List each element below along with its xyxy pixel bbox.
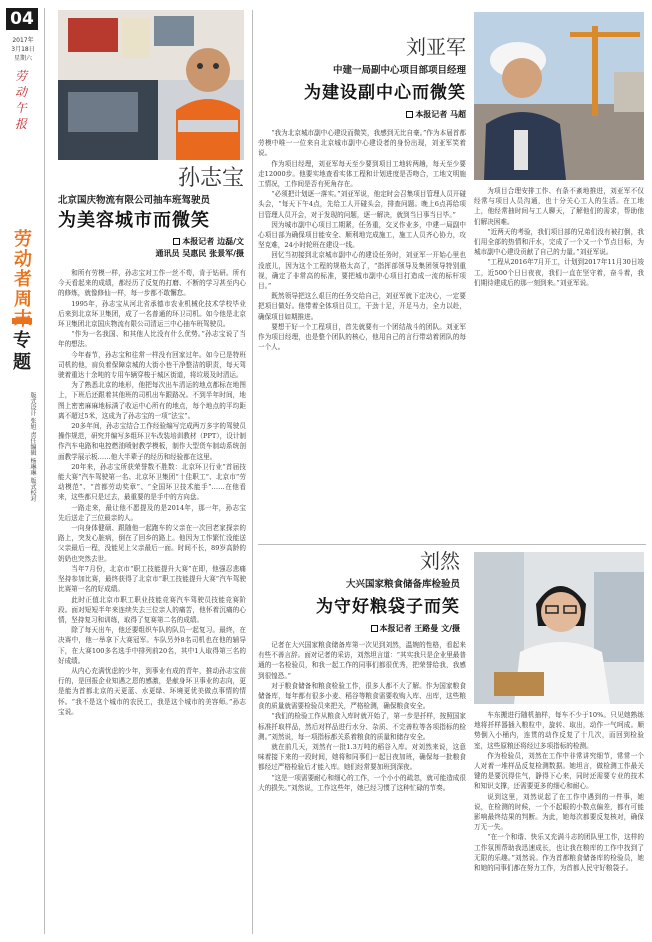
article1-byline-photo: 通讯员 吴惠民 张景军/摄 <box>155 249 244 258</box>
article1-paragraph: 为了熟悉北京的地形，他把每次出车清运的地点都标在地图上，下班后还跟着其他班的司机出车跟路况。不到半年时间，地图上密密麻麻地标满了收运中心所有的地点，每个地点的平均距离不超过5米，这成为了孙志宝的一项“法宝”。 <box>58 381 246 420</box>
article3-headline-block <box>262 548 460 635</box>
article2-paragraph: 要想干好一个工程项目，首先就要有一个团结战斗的团队。刘亚军作为项目经理，也是整个团队的核心，他用自己的言行带动着团队的每一个人。 <box>258 322 466 352</box>
article3-subtitle: 大兴国家粮食储备库检验员 <box>345 579 460 590</box>
article3-person-name: 刘然 <box>420 549 460 573</box>
article1-paragraph: 一路走来，最让他不愿提及的是2014年，那一年，孙志宝先后送走了三位最亲的人。 <box>58 503 246 522</box>
article1-byline-reporter <box>58 236 244 248</box>
section-divider <box>258 544 646 545</box>
article2-body-col1 <box>258 128 466 540</box>
article2-paragraph: 回忆当初接到北京城市副中心的建设任务时，刘亚军一开始心里也没底儿，因为这个工程的规格太高了，“指挥部领导及集团领导特别重视，确定了非常高的标准，要把城市副中心项目打造成一流的标杆项目。” <box>258 251 466 291</box>
photo-liu-yajun <box>474 12 644 180</box>
article2-paragraph: “近两天的考验，我们项目部的兄弟们没有被打倒，我们用全部的热情和汗水，完成了一个又一个节点目标，为城市副中心建设贡献了自己的力量。”刘亚军说。 <box>474 227 644 257</box>
article3-paragraph: 车东搬进行随机抽样，每车不少于10%。只见她熟练地将扦样器插入粮粒中，旋转、取出，动作一气呵成。顺势倒入小桶内，连贯的动作反复了十几次，而回到检验室，这些原粮还将经过多项指标的检测。 <box>474 711 644 750</box>
byline-square-icon <box>173 238 180 245</box>
article2-title: 为建设副中心而微笑 <box>304 83 466 103</box>
article1-body <box>58 268 246 936</box>
byline-square-icon <box>371 625 378 632</box>
page-number: 04 <box>6 8 38 30</box>
article1-paragraph: 20年来，孙志宝所获荣誉数不胜数：北京环卫行业“首届技能大赛”汽车驾驶第一名、北京环卫集团“十佳职工”、北京市“劳动模范”、“首都劳动奖章”、“全国环卫技术能手”……在他看来，这些都只是过去，最重要的是手中的方向盘。 <box>58 462 246 502</box>
article2-paragraph: 为项目合理安排工作、有条不紊地推进，刘亚军不仅经常与项目人员沟通，也十分关心工人的生活。在工地上，他经常抽时间与工人聊天，了解他们的需求，帮助他们解决困难。 <box>474 187 644 226</box>
article1-paragraph: 和所有劳模一样，孙志宝对工作一丝不苟，肯于钻研。所有今天看起来的成绩，都经历了反复的打磨、不断的学习甚至内心的修炼，就像修仙一样，每一步都不敢懈怠。 <box>58 269 246 298</box>
article3-paragraph: “我们的检验工作从粮食入库时就开始了，第一步是扦样，按照国家标准扦取样品，然后对样品进行水分、杂质、不完善粒等各项指标的检测。”刘然说，每一项指标都关系着粮食的质量和储存安全。 <box>258 712 466 741</box>
article3-paragraph: 就在前几天，刘然有一批1.3万吨的稻谷入库。对刘然来说，这意味着接下来的一段时间，她将和同事们一起日夜加班，确保每一批粮食都经过严格检验后才能入库。她们经常要加班到深夜。 <box>258 743 466 772</box>
article3-title: 为守好粮袋子而笑 <box>316 597 460 617</box>
article1-title: 为美容城市而微笑 <box>58 210 210 231</box>
article1-paragraph: 当年7月份，北京市“职工技能提升大赛”在即，他强忍悲痛坚持参加比赛，最终获得了北京市“职工技能提升大赛”汽车驾驶比赛第一名的好成绩。 <box>58 564 246 594</box>
article3-paragraph: 记者在大兴国家粮食储备库第一次见到刘然，温婉的性格，看起来有些不善言辞。面对记者的采访，刘然坦言道：“其实我只是企业里最普通的一名检验员，和我一起工作的同事们都很优秀，把荣誉给我，我感到很惶恐。” <box>258 641 466 680</box>
masthead-logo: 劳动午报 <box>14 69 27 131</box>
article3-body-col2 <box>474 710 644 936</box>
article2-paragraph: 作为项目经理，刘亚军每天至少要到项目工地转两趟，每天至少要走12000步。他要实地查看实体工程和计划进度是否吻合，工地文明施工情况，工作间是否有死角存在。 <box>258 159 466 189</box>
article3-paragraph: “在一个和谐、快乐又充满斗志的团队里工作，这样的工作氛围帮助我迅速成长，也让我在粮库的工作中找到了无限的乐趣。”刘然说。作为首都粮食储备库的检验员，她和她的同事们都在努力工作，为首都人民守好粮袋子。 <box>474 833 644 873</box>
byline1-text: 本报记者 边磊/文 <box>182 237 244 246</box>
byline-square-icon <box>406 111 413 118</box>
article1-paragraph: 1995年，孙志宝从河北省承德市农业机械化技术学校毕业后来到北京环卫集团，成了一名普通的环卫司机。如今他是北京环卫集团北京国庆物流有限公司清运三中心抽车班驾驶员。 <box>58 299 246 329</box>
article3-paragraph: 对于粮食储备和粮食检验工作，很多人都不大了解。作为国家粮食储备库，每年都有很多小麦、稻谷等粮食需要收购入库、出库，这些粮食的质量就需要检验员来把关，严格检测，确保粮食安全。 <box>258 681 466 711</box>
photo-sun-zhibao <box>58 10 244 160</box>
article1-headline-block <box>58 166 244 260</box>
article2-byline <box>258 109 466 121</box>
article2-headline-block <box>258 34 466 121</box>
article3-byline <box>262 623 460 635</box>
article3-paragraph: “这是一项需要耐心和细心的工作，一个小小的疏忽，就可能造成很大的损失。”刘然说，工作这些年，她已经习惯了这种忙碌的节奏。 <box>258 773 466 792</box>
article2-paragraph: 既然领导把这么艰巨的任务交给自己，刘亚军就下定决心，一定要把项目做好。他带着全体项目员工，干劲十足，开足马力，全力以赴，确保项目如期推进。 <box>258 292 466 321</box>
byline-text: 本报记者 王路曼 文/摄 <box>379 624 460 633</box>
article1-paragraph: 从内心充满忧虑的少年，到事业有成的青年，推动孙志宝前行的，是回报企业知遇之恩的感激，是献身环卫事业的志向，更是能为首都北京的天更蓝、水更绿、环境更优美做点事情的情怀。“我不是这个城市的农民工，我是这个城市的美容师。”孙志宝说。 <box>58 666 246 716</box>
editorial-credits: 版式设计 张旭 责任编辑 杨琳琳 版式校对 <box>29 392 36 502</box>
article2-paragraph: “必须把计划逐一落实。”刘亚军说，他定时会召集项目管理人员开碰头会，“每天下午4点，先给工人开碰头会，排查问题。晚上6点再给项目管理人员开会，对于发现的问题，逐一解决，就到当日事当日毕。” <box>258 190 466 219</box>
article1-paragraph: 今年春节，孙志宝和往常一样没有回家过年。如今已是特班司机的他，肩负着保障京城的大街小巷干净整洁的职责，每天驾驶着重达十余吨的专用车辆穿梭于城区街道，将垃圾及时清运。 <box>58 350 246 380</box>
byline-text: 本报记者 马超 <box>415 110 466 119</box>
date-year: 2017年 <box>12 37 34 44</box>
photo-liu-ran <box>474 552 644 704</box>
article3-paragraph: 说到这里，刘然说起了在工作中遇到的一件事，她说，在检测的时候，一个不起眼的小数点偏差，都有可能影响最终结果的判断。为此，她每次都要反复核对，确保万无一失。 <box>474 792 644 832</box>
article1-paragraph: 除了每天出车，他还要组织车队的队员一起复习。最终，在决赛中，他一举拿下大赛冠军。车队另外8名司机也在他的辅导下，在大赛100多名选手中排列前20名，其中1人取得第三名的好成绩。 <box>58 626 246 665</box>
section-title: 劳动者周 <box>14 229 32 310</box>
article3-body-col1 <box>258 640 466 936</box>
issue-date <box>8 36 38 63</box>
rail-divider <box>44 8 45 934</box>
date-day: 3月18日 <box>11 46 35 53</box>
article1-paragraph: 一向身体健硕、跟随他一起跑车的父亲在一次回老家探亲的路上，突发心脏病，倒在了回乡的路上。他因为工作繁忙没能送父亲最后一程，没能见上父亲最后一面。时间不长，89岁高龄的奶奶也突然去世。 <box>58 524 246 563</box>
special-label: 专题 <box>13 330 31 373</box>
article1-paragraph: 20多年间，孙志宝结合工作经验编写完成两万多字的驾驶员操作规范，研究并编写多组环卫车改装培训教材（PPT），设计制作汽车电路和电控燃油喷射教学模板，制作大型货车制动系统剖面教学展示板……他大半辈子的经历和经验都在这里。 <box>58 422 246 461</box>
article2-body-col2 <box>474 186 644 540</box>
article2-person-name: 刘亚军 <box>406 35 466 59</box>
date-weekday: 星期六 <box>13 55 32 62</box>
article3-paragraph: 作为检验员，刘然在工作中非常讲究细节，常常一个人对着一堆样品反复检测数据。她坦言，做检测工作最关键的是要沉得住气，静得下心来，同时还需要专业的技术和知识支撑，还需要更多的细心和耐心。 <box>474 751 644 791</box>
left-rail <box>0 0 42 942</box>
article2-subtitle: 中建一局副中心项目部项目经理 <box>332 65 466 76</box>
section-accent-bar <box>12 318 32 324</box>
article1-paragraph: 此时正值北京市职工职业技能竞赛汽车驾驶员技能竞赛阶段。面对短短半年来连续失去三位亲人的痛苦，他怀着沉痛的心情，坚持复习和训练，取得了复赛第二名的成绩。 <box>58 595 246 624</box>
article1-person-name: 孙志宝 <box>177 166 244 191</box>
article2-paragraph: 因为城市副中心项目工期紧，任务重，交叉作业多，中建一局副中心项目部为确保项目能安全、顺利地完成施工，施工人员齐心协力，攻坚克难，24小时轮班在建设一线。 <box>258 220 466 250</box>
article1-paragraph: “作为一名我国、和其他人比没有什么优势。”孙志宝说了当年的想法。 <box>58 330 246 349</box>
column-divider <box>252 10 253 934</box>
article2-paragraph: “工程从2016年7月开工，计划到2017年11月30日竣工，近500个日日夜夜，我们一直在坚守着，奋斗着，我们期待建成后的那一刻到来。”刘亚军说。 <box>474 258 644 287</box>
article1-subtitle: 北京国庆物流有限公司抽车班驾驶员 <box>58 195 211 206</box>
article2-paragraph: “我为北京城市副中心建设而微笑，我感到无比自豪。”作为本届首都劳模中唯一一位来自北京城市副中心建设者的身份出现，刘亚军笑着说。 <box>258 129 466 158</box>
